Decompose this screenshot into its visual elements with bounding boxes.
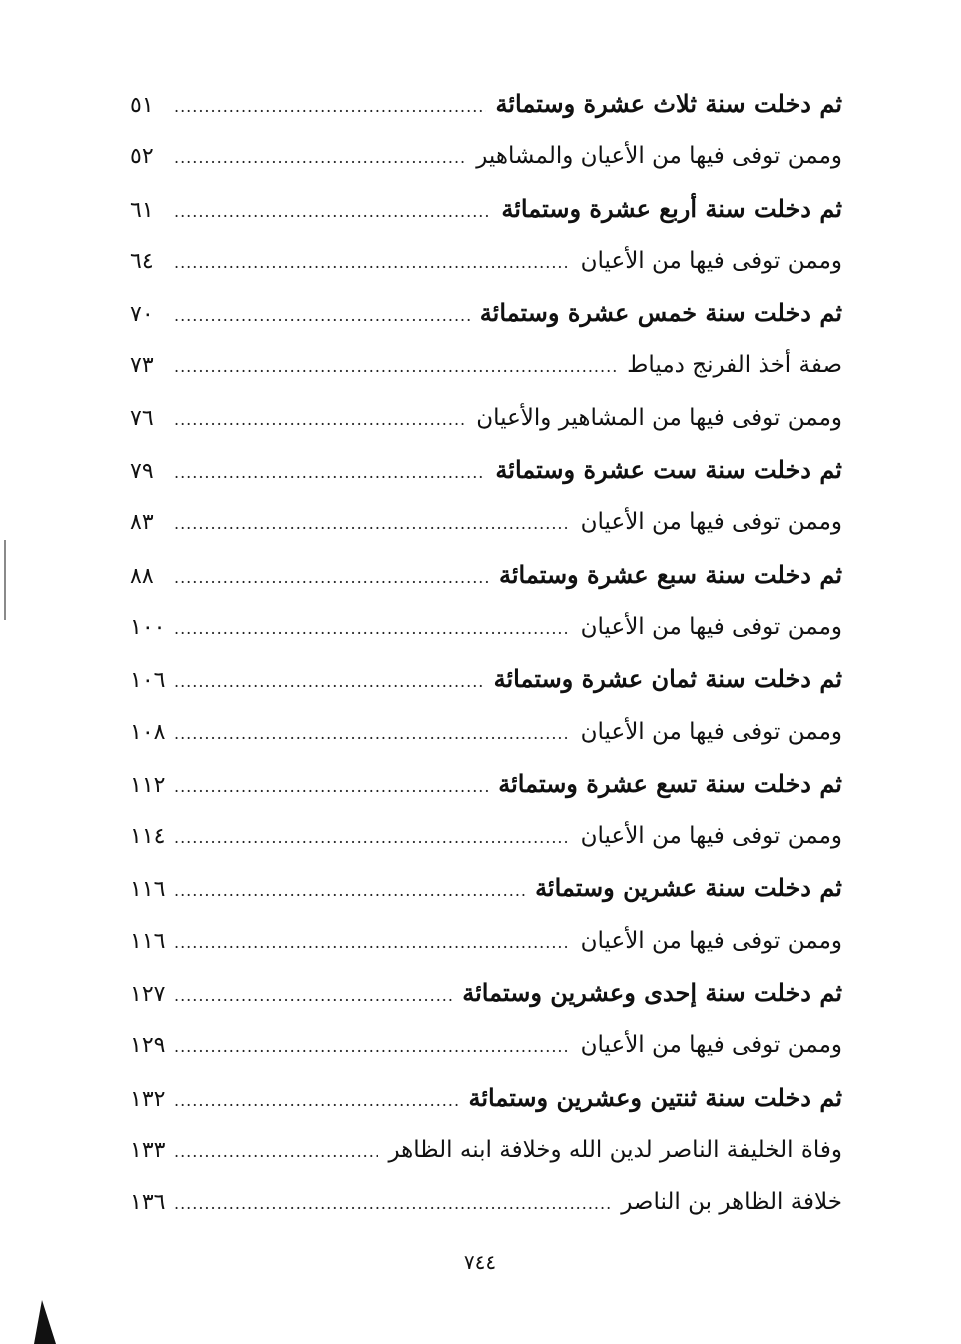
dot-leader: [174, 1021, 571, 1073]
toc-entry-title: وممن توفى فيها من الأعيان: [580, 1032, 842, 1059]
toc-year-heading-row: [130, 444, 842, 496]
dot-leader: [174, 970, 452, 1022]
toc-entry-title: ثم دخلت سنة ثمان عشرة وستمائة: [493, 664, 842, 694]
toc-entry-title: وممن توفى فيها من الأعيان: [580, 927, 842, 954]
toc-entry-title: وممن توفى فيها من الأعيان والمشاهير: [476, 143, 842, 170]
toc-entry-title: وممن توفى فيها من الأعيان: [580, 823, 842, 850]
toc-page-number: ٧٣: [130, 353, 154, 379]
toc-page-number: ٨٨: [130, 563, 154, 589]
toc-entry-title: وممن توفى فيها من الأعيان: [580, 613, 842, 640]
toc-year-heading-row: [130, 549, 842, 601]
table-of-contents: [130, 78, 842, 1229]
toc-page-number: ١٣٣: [130, 1137, 166, 1163]
dot-leader: [174, 81, 486, 133]
toc-subentry-row: [130, 810, 842, 862]
toc-entry-title: وفاة الخليفة الناصر لدين الله وخلافة ابنه الظاهر: [388, 1136, 842, 1163]
page-number: ٧٤٤: [463, 1250, 497, 1274]
toc-entry-title: ثم دخلت سنة عشرين وستمائة: [535, 873, 842, 903]
toc-year-heading-row: [130, 78, 842, 130]
toc-entry-title: ثم دخلت سنة خمس عشرة وستمائة: [479, 298, 842, 328]
toc-page-number: ٦١: [130, 197, 154, 223]
toc-page-number: ٧٠: [130, 302, 154, 328]
dot-leader: [174, 552, 489, 604]
toc-page-number: ٨٣: [130, 510, 154, 536]
toc-year-heading-row: [130, 183, 842, 235]
toc-subentry-row: [130, 392, 842, 444]
toc-entry-title: ثم دخلت سنة ثلاث عشرة وستمائة: [495, 89, 842, 118]
toc-entry-title: ثم دخلت سنة تسع عشرة وستمائة: [498, 768, 842, 798]
toc-subentry-row: [130, 915, 842, 967]
dot-leader: [174, 186, 491, 238]
dot-leader: [174, 447, 485, 499]
toc-year-heading-row: [130, 758, 842, 810]
toc-subentry-row: [130, 339, 842, 391]
toc-subentry-row: [130, 235, 842, 287]
dot-leader: [174, 761, 488, 813]
toc-subentry-row: [130, 1019, 842, 1071]
dot-leader: [174, 237, 571, 289]
toc-subentry-row: [130, 706, 842, 758]
dot-leader: [174, 498, 571, 550]
toc-year-heading-row: [130, 1072, 842, 1124]
toc-page-number: ١١٦: [130, 928, 166, 954]
dot-leader: [174, 917, 571, 969]
toc-page-number: ١٢٧: [130, 982, 166, 1008]
toc-year-heading-row: [130, 862, 842, 914]
dot-leader: [174, 290, 470, 342]
toc-subentry-row: [130, 601, 842, 653]
toc-entry-title: وممن توفى فيها من الأعيان: [580, 509, 842, 536]
toc-page-number: ١١٦: [130, 877, 166, 903]
toc-entry-title: ثم دخلت سنة أربع عشرة وستمائة: [501, 193, 842, 223]
toc-entry-title: ثم دخلت سنة سبع عشرة وستمائة: [498, 559, 842, 589]
toc-entry-title: خلافة الظاهر بن الناصر: [621, 1189, 842, 1216]
dot-leader: [174, 1075, 458, 1127]
dot-leader: [174, 132, 466, 184]
toc-page-number: ٥٢: [130, 144, 154, 170]
toc-year-heading-row: [130, 653, 842, 705]
toc-page-number: ١٠٦: [130, 668, 166, 694]
toc-page-number: ١٣٢: [130, 1086, 166, 1112]
dot-leader: [174, 865, 525, 917]
toc-page-number: ١١٤: [130, 824, 166, 850]
toc-page-number: ٥١: [130, 93, 154, 118]
toc-page-number: ٦٤: [130, 248, 154, 274]
toc-page-number: ١١٢: [130, 772, 166, 798]
toc-page-number: ١٢٩: [130, 1033, 166, 1059]
dot-leader: [174, 1126, 378, 1178]
toc-subentry-row: [130, 1176, 842, 1228]
toc-subentry-row: [130, 1124, 842, 1176]
toc-subentry-row: [130, 130, 842, 182]
toc-subentry-row: [130, 496, 842, 548]
toc-entry-title: وممن توفى فيها من المشاهير والأعيان: [476, 404, 842, 431]
toc-entry-title: ثم دخلت سنة ست عشرة وستمائة: [495, 455, 842, 485]
dot-leader: [174, 812, 571, 864]
toc-entry-title: ثم دخلت سنة ثنتين وعشرين وستمائة: [468, 1082, 842, 1112]
toc-entry-title: ثم دخلت سنة إحدى وعشرين وستمائة: [462, 978, 842, 1008]
toc-page-number: ٧٦: [130, 405, 154, 431]
toc-year-heading-row: [130, 287, 842, 339]
dot-leader: [174, 603, 571, 655]
dot-leader: [174, 656, 484, 708]
dot-leader: [174, 394, 466, 446]
dot-leader: [174, 341, 617, 393]
toc-page-number: ٧٩: [130, 459, 154, 485]
toc-year-heading-row: [130, 967, 842, 1019]
toc-entry-title: وممن توفى فيها من الأعيان: [580, 718, 842, 745]
toc-entry-title: صفة أخذ الفرنج دمياط: [627, 352, 842, 379]
dot-leader: [174, 708, 571, 760]
scan-corner-mark: [34, 1300, 56, 1344]
toc-page-number: ١٠٨: [130, 719, 166, 745]
dot-leader: [174, 1178, 611, 1230]
toc-page-number: ١٣٦: [130, 1190, 166, 1216]
toc-page-number: ١٠٠: [130, 614, 166, 640]
toc-entry-title: وممن توفى فيها من الأعيان: [580, 247, 842, 274]
scan-page-edge: [4, 540, 6, 620]
